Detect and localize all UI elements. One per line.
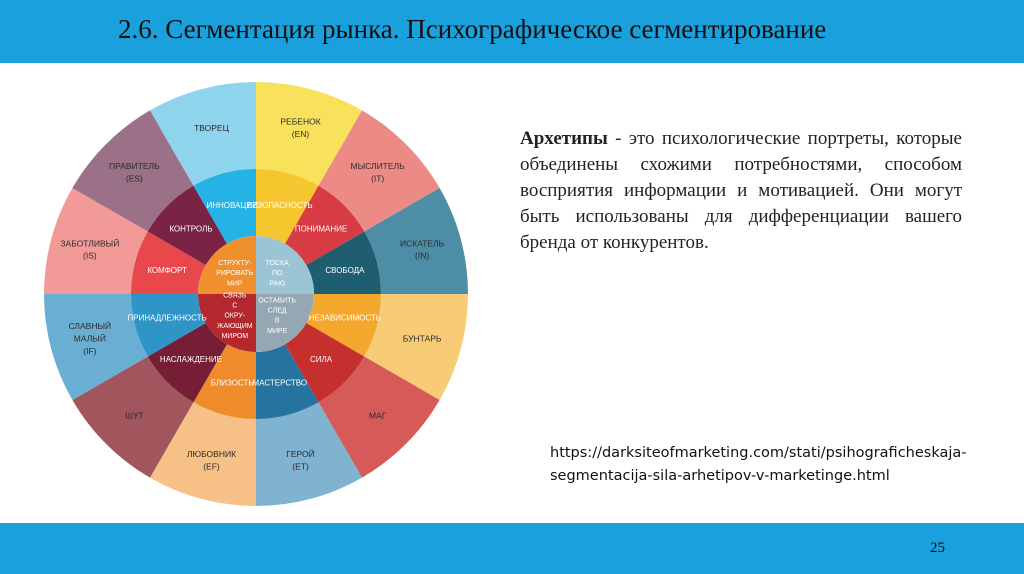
middle-label: НЕЗАВИСИМОСТЬ xyxy=(308,313,381,323)
middle-label: КОМФОРТ xyxy=(147,265,187,275)
outer-label: ИСКАТЕЛЬ (IN) xyxy=(400,238,445,261)
middle-label: ПОНИМАНИЕ xyxy=(294,224,348,234)
outer-label: ЗАБОТЛИВЫЙ (IS) xyxy=(60,238,120,261)
footer-bar xyxy=(0,523,1024,574)
description-text: - это психологические портреты, которые объединены схожими потребностями, способом восприятия информации и мотивацией. Они могут быть использованы для дифференциации вашего бренда от конкурентов. xyxy=(520,128,962,253)
outer-label: РЕБЕНОК (EN) xyxy=(280,116,321,139)
middle-label: БЕЗОПАСНОСТЬ xyxy=(246,200,313,210)
archetypes-description xyxy=(520,126,962,256)
inner-label: СТРУКТУ-РИРОВАТЬ МИР xyxy=(216,260,254,288)
outer-label: ГЕРОЙ (ET) xyxy=(286,448,315,472)
middle-label: СИЛА xyxy=(309,354,333,364)
slide-title: 2.6. Сегментация рынка. Психографическое сегментирование xyxy=(118,14,827,44)
middle-label: ИННОВАЦИИ xyxy=(206,200,258,210)
middle-label: ПРИНАДЛЕЖНОСТЬ xyxy=(127,313,207,323)
source-link[interactable]: https://darksiteofmarketing.com/stati/psihograficheskaja-segmentacija-sila-arhetipov-v-marketinge.html xyxy=(550,445,967,484)
outer-label: МАГ xyxy=(368,410,387,421)
outer-label: СЛАВНЫЙ МАЛЫЙ (IF) xyxy=(68,321,112,356)
outer-label: МЫСЛИТЕЛЬ (IT) xyxy=(350,161,405,184)
middle-label: БЛИЗОСТЬ xyxy=(210,378,254,388)
middle-label: МАСТЕРСТВО xyxy=(252,378,308,388)
middle-label: НАСЛАЖДЕНИЕ xyxy=(159,354,222,364)
outer-label: ПРАВИТЕЛЬ (ES) xyxy=(109,161,160,184)
outer-label: ТВОРЕЦ xyxy=(194,122,229,133)
inner-label: ТОСКА ПО РАЮ xyxy=(265,260,289,288)
outer-label: БУНТАРЬ xyxy=(402,333,442,344)
outer-label: ЛЮБОВНИК (EF) xyxy=(186,448,237,472)
description-term: Архетипы xyxy=(520,128,608,149)
inner-label: СВЯЗЬ С ОКРУ-ЖАЮЩИМ МИРОМ xyxy=(216,292,253,340)
middle-label: КОНТРОЛЬ xyxy=(169,224,213,234)
middle-label: СВОБОДА xyxy=(325,265,365,275)
inner-label: ОСТАВИТЬ СЛЕД В МИРЕ xyxy=(258,297,296,335)
outer-label: ШУТ xyxy=(125,410,144,421)
page-number: 25 xyxy=(930,540,945,556)
